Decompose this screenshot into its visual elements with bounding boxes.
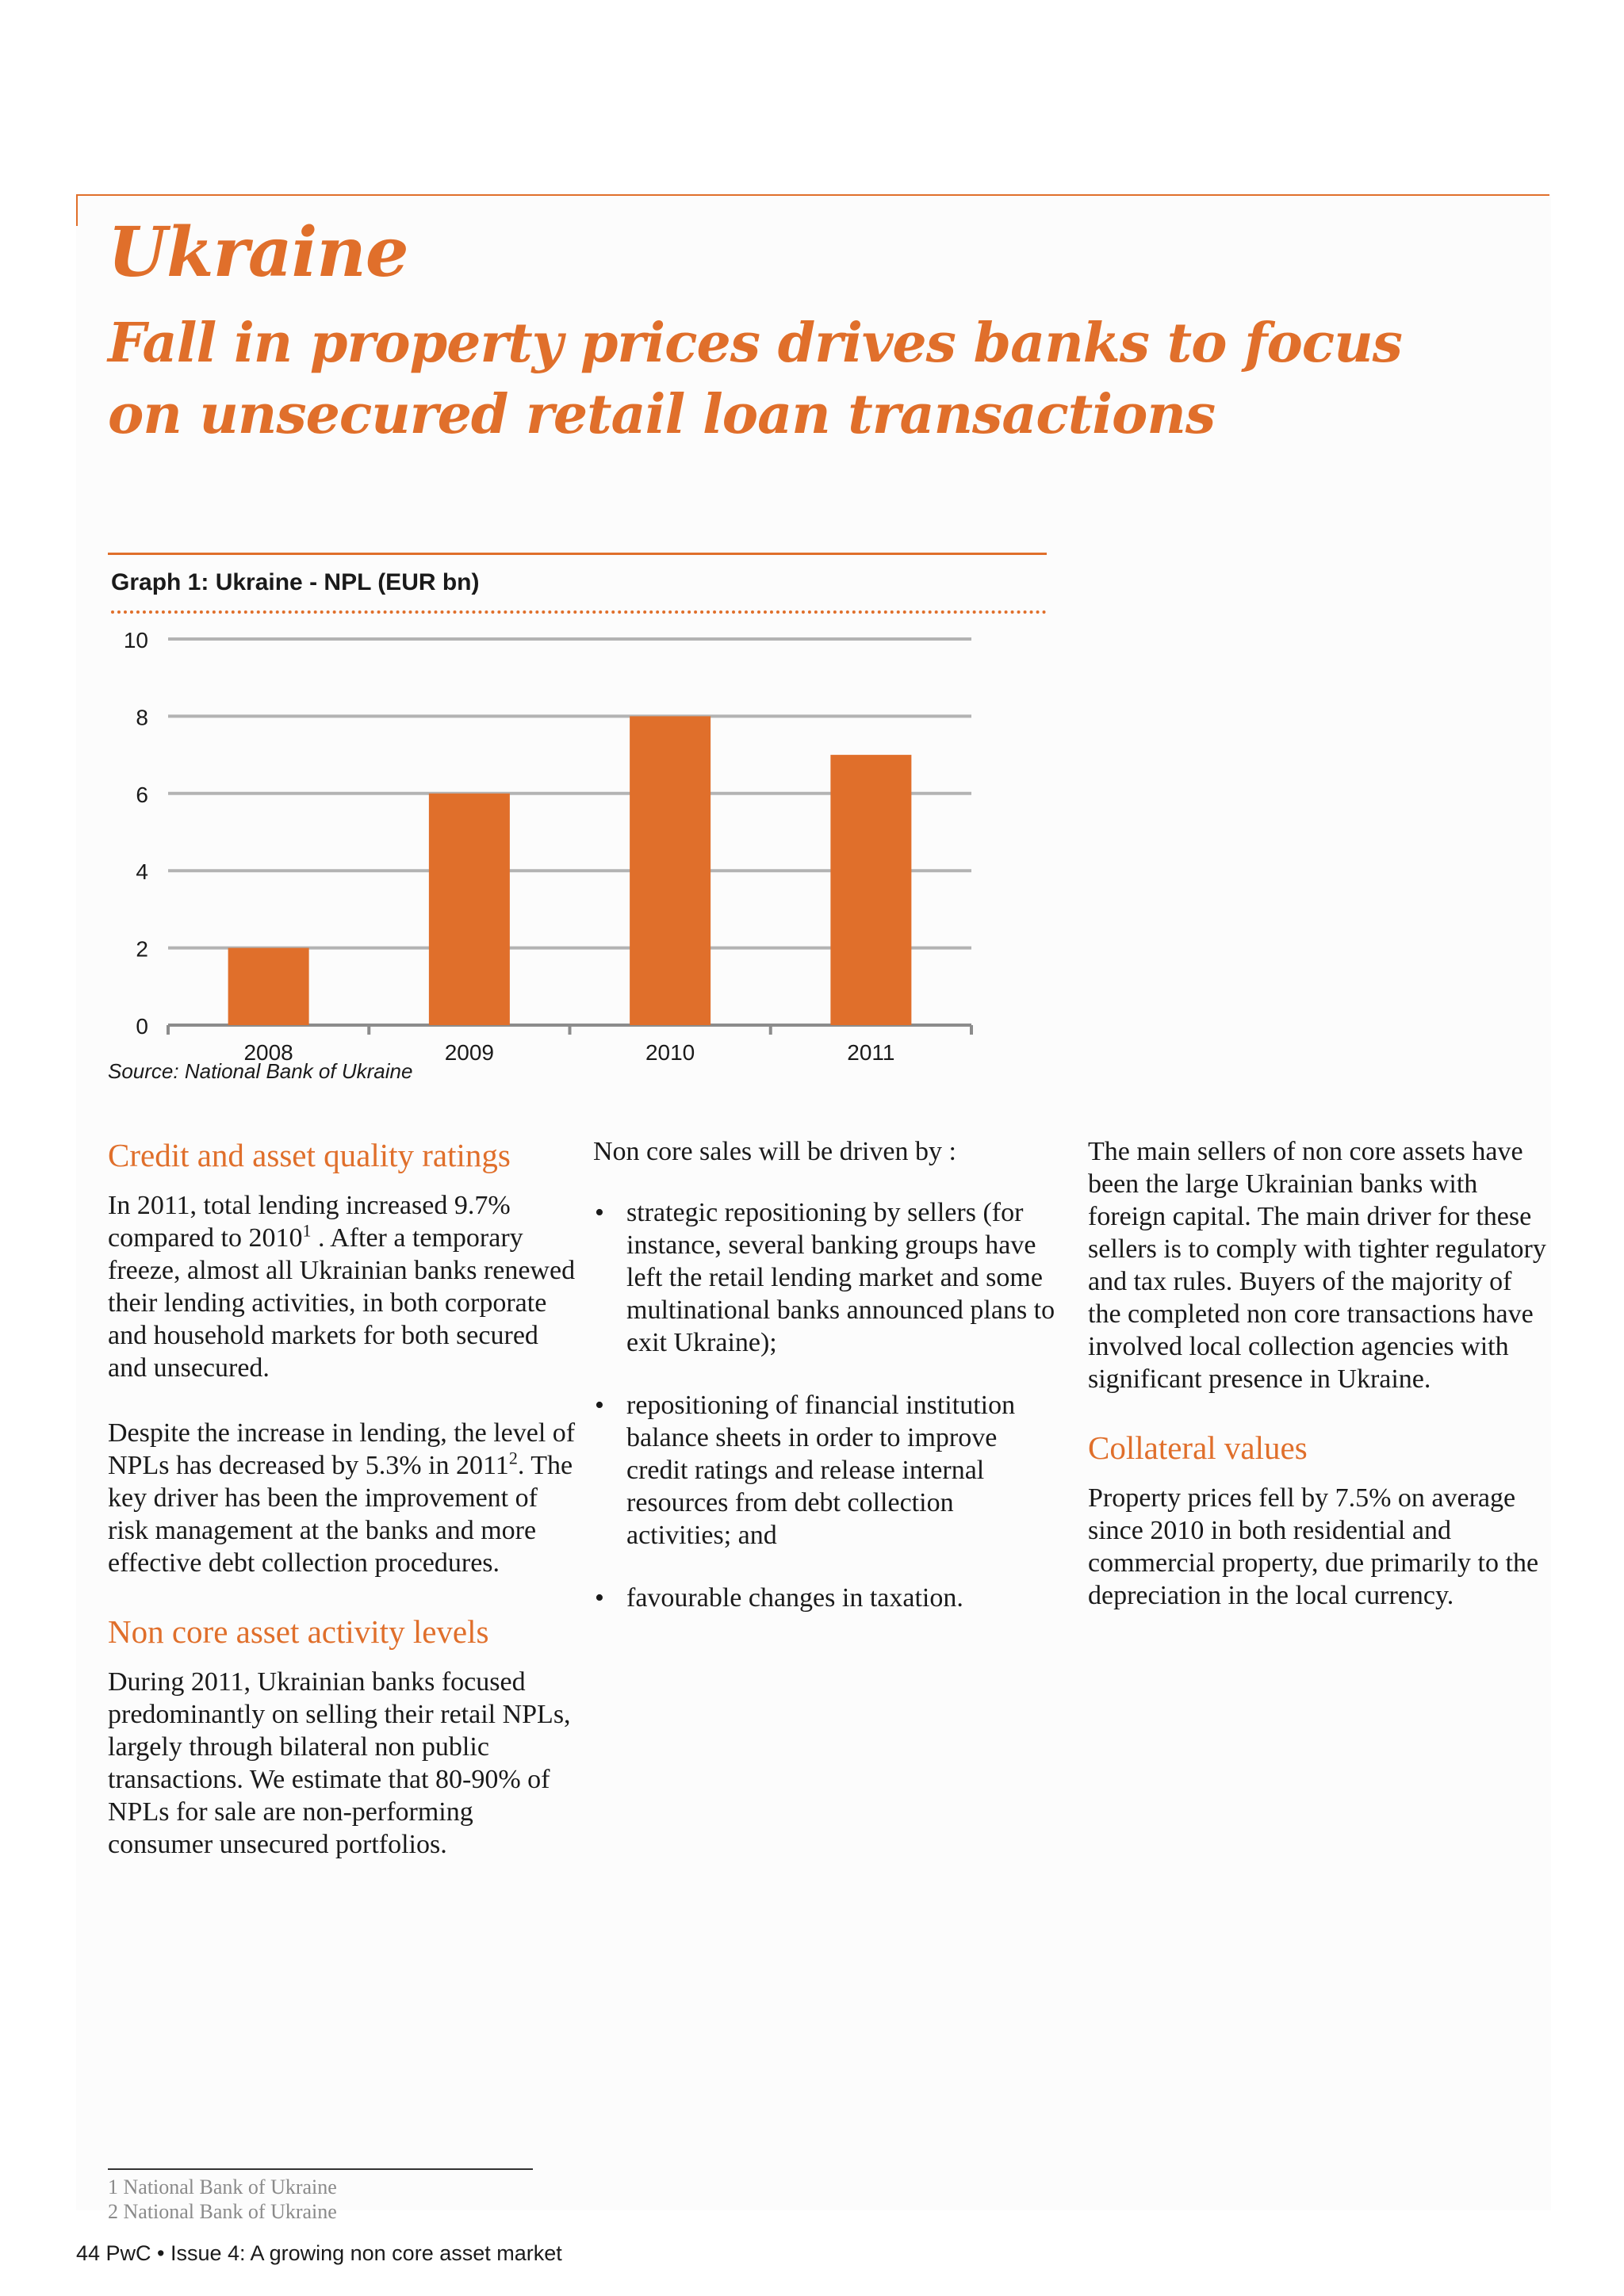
- footnote-ref-1: 1: [302, 1220, 312, 1241]
- x-tick-label: 2009: [444, 1040, 495, 1062]
- bullet-icon: •: [595, 1583, 604, 1613]
- paragraph-npl-text-a: Despite the increase in lending, the level of NPLs has decreased by 5.3% in 2011: [108, 1418, 576, 1480]
- y-tick-label: 10: [123, 628, 148, 652]
- paragraph-sales-drivers: Non core sales will be driven by :: [593, 1137, 956, 1166]
- footnote-rule: [108, 2168, 533, 2170]
- graph-dotted-rule: [111, 610, 1047, 614]
- bullet-icon: •: [595, 1391, 604, 1420]
- x-tick-label: 2010: [645, 1040, 695, 1062]
- footnote-ref-2: 2: [508, 1448, 518, 1468]
- graph-top-rule: [108, 553, 1047, 555]
- header-rule-tick: [76, 194, 78, 226]
- list-item-text: repositioning of financial institution balance sheets in order to improve credit ratings and release internal resources from debt collection activities; and: [626, 1391, 1016, 1550]
- y-tick-label: 0: [136, 1014, 148, 1039]
- footnote-2: 2 National Bank of Ukraine: [108, 2200, 337, 2223]
- npl-bar-chart: [95, 618, 991, 1062]
- page-footer: 44 PwC • Issue 4: A growing non core asset market: [76, 2241, 562, 2265]
- paragraph-lending-text-a: In 2011, total lending increased 9.7% compared to 2010: [108, 1191, 511, 1253]
- paragraph-lending: [108, 1189, 576, 1384]
- footnote-1: 1 National Bank of Ukraine: [108, 2175, 337, 2198]
- drivers-list: [593, 1196, 1061, 1614]
- paragraph-npl-text-b: . The key driver has been the improvement of risk management at the banks and more effective debt collection procedures.: [108, 1451, 573, 1578]
- paragraph-property-prices: Property prices fell by 7.5% on average since 2010 in both residential and commercial property, due primarily to the depreciation in the local currency.: [1088, 1483, 1539, 1610]
- graph-title: Graph 1: Ukraine - NPL (EUR bn): [111, 569, 480, 595]
- header-rule: [76, 194, 1549, 196]
- list-item: [593, 1389, 1061, 1552]
- y-tick-label: 4: [136, 859, 148, 885]
- graph-source: Source: National Bank of Ukraine: [108, 1059, 413, 1083]
- paragraph-retail-npls: During 2011, Ukrainian banks focused predominantly on selling their retail NPLs, largely through bilateral non public transactions. We estimate that 80-90% of NPLs for sale are non-performing consumer unsecured portfolios.: [108, 1667, 571, 1859]
- column-2: [593, 1135, 1061, 1644]
- y-tick-label: 2: [136, 936, 148, 962]
- heading-collateral-values: Collateral values: [1088, 1429, 1308, 1466]
- bar-2010: [630, 716, 710, 1025]
- list-item-text: favourable changes in taxation.: [626, 1583, 963, 1613]
- y-tick-label: 6: [136, 782, 148, 807]
- bar-2008: [228, 948, 309, 1025]
- x-tick-label: 2011: [847, 1040, 895, 1062]
- bar-2009: [429, 794, 510, 1025]
- bar-2011: [830, 755, 911, 1025]
- heading-activity-levels: Non core asset activity levels: [108, 1613, 489, 1650]
- x-tick-label: 2008: [243, 1040, 293, 1062]
- paragraph-npl-decrease: [108, 1417, 576, 1579]
- column-3: [1088, 1135, 1548, 1644]
- y-tick-label: 8: [136, 705, 148, 730]
- heading-credit-ratings: Credit and asset quality ratings: [108, 1137, 511, 1173]
- bullet-icon: •: [595, 1198, 604, 1227]
- list-item: [593, 1196, 1061, 1359]
- page-subtitle: Fall in property prices drives banks to focus on unsecured retail loan transactions: [108, 312, 1402, 446]
- list-item: [593, 1582, 1061, 1614]
- list-item-text: strategic repositioning by sellers (for instance, several banking groups have left the retail lending market and some multinational banks announced plans to exit Ukraine);: [626, 1198, 1055, 1357]
- paragraph-main-sellers: The main sellers of non core assets have been the large Ukrainian banks with foreign capital. The main driver for these sellers is to comply with tighter regulatory and tax rules. Buyers of the majority of the completed non core transactions have involved local collection agencies with significant presence in Ukraine.: [1088, 1137, 1546, 1394]
- page-title: Ukraine: [108, 212, 408, 293]
- paragraph-lending-text-b: . After a temporary freeze, almost all Ukrainian banks renewed their lending activities, in both corporate and household markets for both secured and unsecured.: [108, 1223, 576, 1383]
- column-1: [108, 1135, 576, 1893]
